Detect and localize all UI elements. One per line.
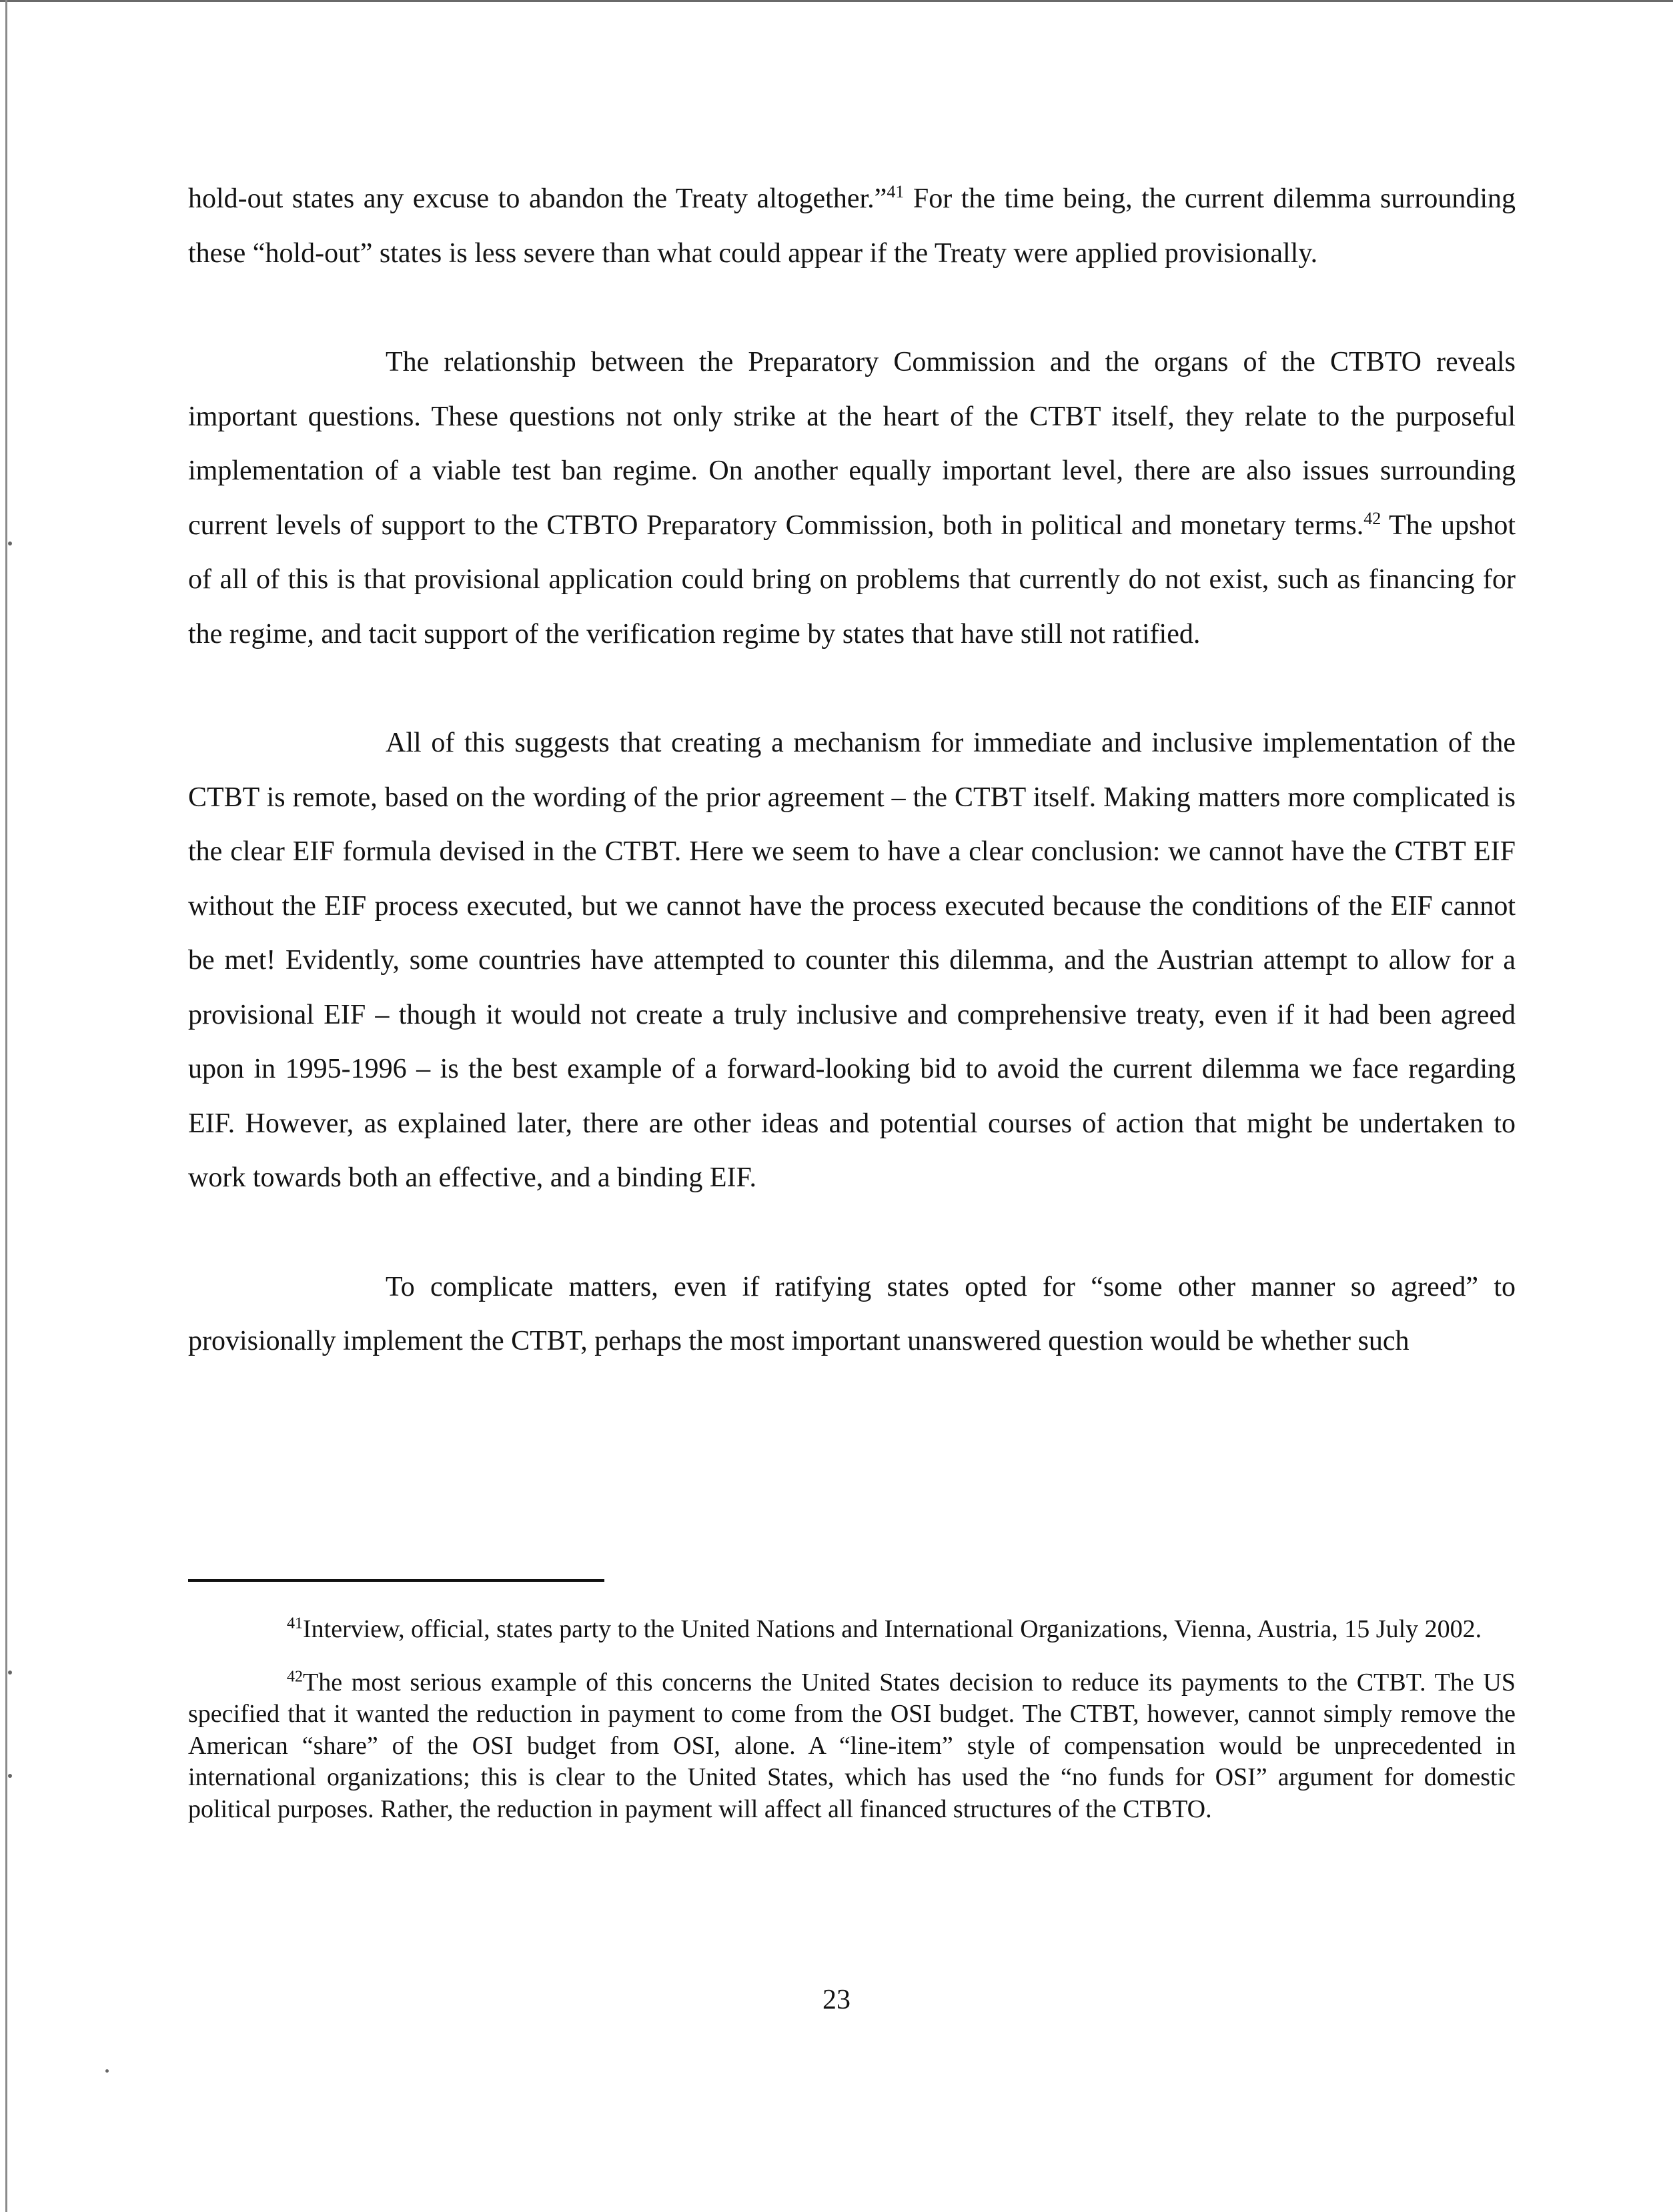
scan-edge-top xyxy=(0,0,1673,2)
scan-speck xyxy=(8,1774,12,1778)
paragraph-3 xyxy=(188,716,1516,1206)
footnote-marker: 41 xyxy=(287,1614,303,1632)
footnote-41 xyxy=(188,1614,1516,1646)
paragraph-text: hold-out states any excuse to abandon the Treaty altogether.” xyxy=(188,183,887,214)
footnote-reference: 41 xyxy=(887,182,905,201)
scan-speck xyxy=(8,1671,12,1675)
document-body xyxy=(188,172,1516,1369)
page-number: 23 xyxy=(822,1985,851,2015)
paragraph-1 xyxy=(188,172,1516,281)
footnote-42 xyxy=(188,1667,1516,1826)
paragraph-4 xyxy=(188,1260,1516,1369)
footnote-reference: 42 xyxy=(1363,508,1381,528)
footnote-marker: 42 xyxy=(287,1667,303,1685)
footnote-text: Interview, official, states party to the United Nations and International Organizations, Vienna, Austria, 15 July 2002. xyxy=(303,1615,1482,1643)
footnote-separator xyxy=(188,1579,604,1582)
paragraph-text: For the time being, the current dilemma surrounding these “hold-out” states is less severe than what could appear if the Treaty were applied provisionally. xyxy=(188,183,1516,269)
paragraph-2 xyxy=(188,335,1516,662)
scan-speck xyxy=(105,2069,109,2073)
footnotes xyxy=(188,1614,1516,1847)
paragraph-text: The relationship between the Preparatory Commission and the organs of the CTBTO reveals important questions. These questions not only strike at the heart of the CTBT itself, they relate to the purposeful implementation of a viable test ban regime. On another equally important level, there are also issues surrounding current levels of support to the CTBTO Preparatory Commission, both in political and monetary terms. xyxy=(188,347,1516,541)
scan-speck xyxy=(8,541,12,545)
paragraph-text: The upshot of all of this is that provisional application could bring on problems that currently do not exist, such as financing for the regime, and tacit support of the verification regime by states that have still not ratified. xyxy=(188,509,1516,650)
paragraph-text: All of this suggests that creating a mechanism for immediate and inclusive implementation of the CTBT is remote, based on the wording of the prior agreement – the CTBT itself. Making matters more complicated is the clear EIF formula devised in the CTBT. Here we seem to have a clear conclusion: we cannot have the CTBT EIF without the EIF process executed, but we cannot have the process executed because the conditions of the EIF cannot be met! Evidently, some countries have attempted to counter this dilemma, and the Austrian attempt to allow for a provisional EIF – though it would not create a truly inclusive and comprehensive treaty, even if it had been agreed upon in 1995-1996 – is the best example of a forward-looking bid to avoid the current dilemma we face regarding EIF. However, as explained later, there are other ideas and potential courses of action that might be undertaken to work towards both an effective, and a binding EIF. xyxy=(188,728,1516,1193)
paragraph-text: To complicate matters, even if ratifying states opted for “some other manner so agreed” to provisionally implement the CTBT, perhaps the most important unanswered question would be whether such xyxy=(188,1271,1516,1356)
scan-edge-left xyxy=(5,0,7,2212)
footnote-text: The most serious example of this concerns the United States decision to reduce its payments to the CTBT. The US specified that it wanted the reduction in payment to come from the OSI budget. The CTBT, however, cannot simply remove the American “share” of the OSI budget from OSI, alone. A “line-item” style of compensation would be unprecedented in international organizations; this is clear to the United States, which has used the “no funds for OSI” argument for domestic political purposes. Rather, the reduction in payment will affect all financed structures of the CTBTO. xyxy=(188,1668,1516,1823)
